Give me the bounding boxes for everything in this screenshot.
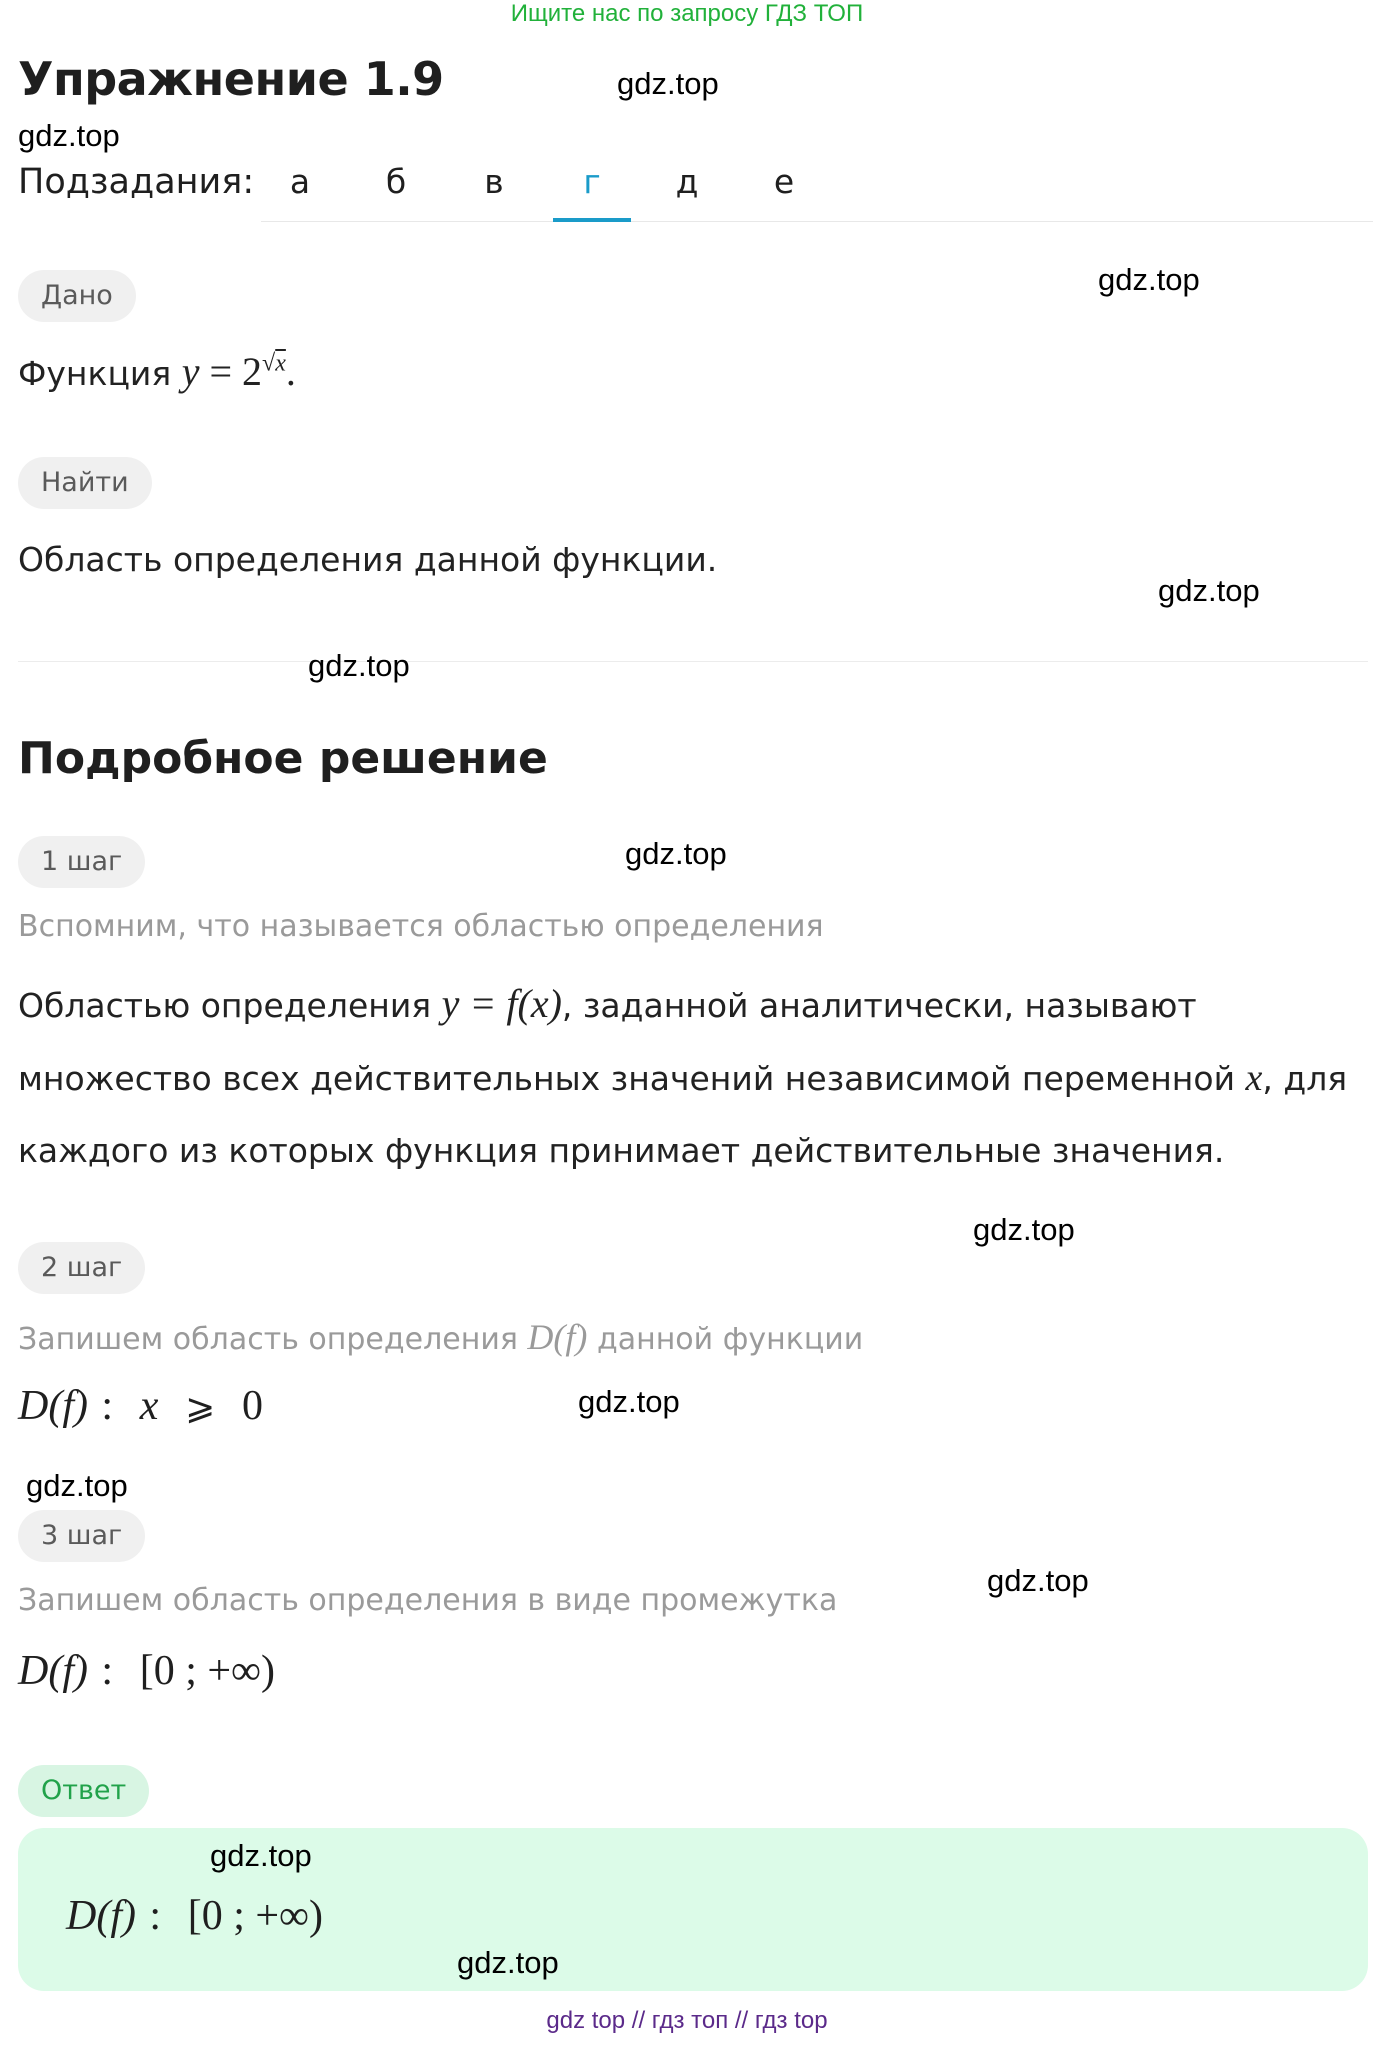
watermark: gdz.top — [26, 1468, 128, 1503]
active-tab-indicator — [553, 218, 631, 222]
watermark: gdz.top — [308, 648, 410, 683]
step-1-hint: Вспомним, что называется областью определения — [18, 909, 824, 944]
tab-g[interactable]: г — [583, 162, 601, 201]
step-1-formula: y = f(x) — [441, 981, 562, 1026]
tabs-divider — [261, 221, 1373, 222]
footer-links[interactable]: gdz top // гдз топ // гдз top — [546, 2007, 828, 2034]
watermark: gdz.top — [18, 118, 120, 153]
watermark: gdz.top — [210, 1838, 312, 1873]
step-2-hint: Запишем область определения D(f) данной функции — [18, 1317, 864, 1357]
step-3-badge: 3 шаг — [18, 1510, 145, 1562]
step-3-formula: D(f) : [0 ; +∞) — [18, 1648, 275, 1694]
watermark: gdz.top — [1158, 573, 1260, 608]
answer-badge: Ответ — [18, 1765, 149, 1817]
step-1-var: x — [1245, 1057, 1263, 1099]
tab-d[interactable]: д — [675, 162, 699, 201]
page-title: Упражнение 1.9 — [18, 52, 444, 106]
watermark: gdz.top — [1098, 262, 1200, 297]
watermark: gdz.top — [617, 66, 719, 101]
watermark: gdz.top — [625, 836, 727, 871]
subtasks-label: Подзадания: — [18, 162, 255, 202]
search-banner[interactable]: Ищите нас по запросу ГДЗ ТОП — [510, 0, 864, 27]
tab-b[interactable]: б — [385, 162, 407, 201]
given-formula: $y = 2^{√x}$. — [181, 349, 296, 394]
watermark: gdz.top — [578, 1384, 680, 1419]
given-badge: Дано — [18, 270, 136, 322]
sqrt-sign: √ — [262, 350, 276, 377]
step-3-hint: Запишем область определения в виде промежутка — [18, 1583, 838, 1618]
answer-formula: D(f) : [0 ; +∞) — [66, 1893, 323, 1939]
watermark: gdz.top — [987, 1563, 1089, 1598]
step-1-text: Областью определения y = f(x), заданной аналитически, называют множество всех действительных значений независимой переменной x, для каждого из которых функция принимает действительные значения. — [18, 981, 1348, 1170]
find-text: Область определения данной функции. — [18, 540, 718, 579]
tab-v[interactable]: в — [484, 162, 504, 201]
step-2-badge: 2 шаг — [18, 1242, 145, 1294]
solution-heading: Подробное решение — [18, 733, 548, 784]
tab-e[interactable]: е — [773, 162, 795, 201]
watermark: gdz.top — [973, 1212, 1075, 1247]
given-text — [18, 348, 296, 395]
watermark: gdz.top — [457, 1945, 559, 1980]
step-1-badge: 1 шаг — [18, 836, 145, 888]
find-badge: Найти — [18, 457, 152, 509]
section-divider — [18, 661, 1368, 662]
tab-a[interactable]: а — [289, 162, 311, 201]
step-2-formula: D(f) : x ⩾ 0 — [18, 1383, 263, 1429]
given-prefix: Функция — [18, 354, 172, 393]
